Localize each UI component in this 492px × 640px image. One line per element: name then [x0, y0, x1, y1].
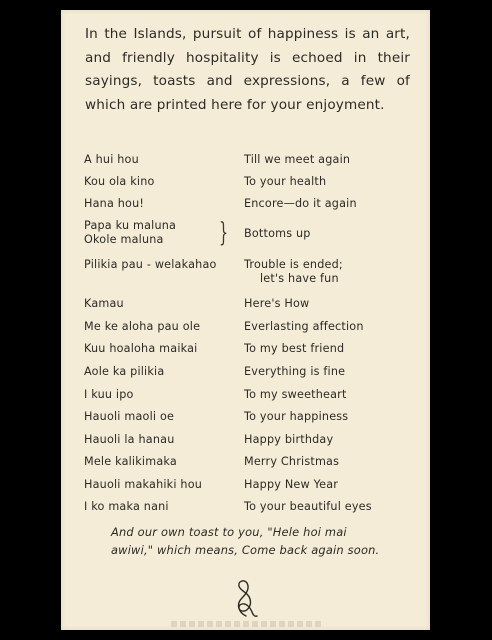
english-translation: Everything is fine: [244, 365, 346, 378]
english-translation: Happy birthday: [244, 433, 334, 446]
english-translation: Everlasting affection: [244, 320, 364, 333]
hawaiian-phrase: A hui hou: [84, 153, 139, 166]
english-translation: Merry Christmas: [244, 455, 340, 468]
english-translation-line: let's have fun: [260, 272, 339, 285]
english-translation: Here's How: [244, 297, 310, 310]
english-translation-line: Trouble is ended;: [244, 258, 343, 271]
english-translation: To your health: [244, 175, 327, 188]
menu-card: [61, 10, 430, 630]
hawaiian-phrase: I ko maka nani: [84, 500, 169, 513]
list-item: [61, 219, 430, 249]
english-translation: [244, 258, 414, 286]
hawaiian-phrase: Hauoli makahiki hou: [84, 478, 203, 491]
hawaiian-phrase: Pilikia pau - welakahao: [84, 258, 217, 271]
closing-toast: [111, 524, 416, 559]
hawaiian-phrase: Hauoli la hanau: [84, 433, 175, 446]
hawaiian-phrase: [84, 219, 234, 247]
hawaiian-phrase: I kuu ipo: [84, 388, 134, 401]
english-translation: To my best friend: [244, 342, 345, 355]
faded-footer-print: [171, 621, 321, 627]
english-translation: To your happiness: [244, 410, 349, 423]
decorative-flourish-icon: [228, 578, 262, 620]
hawaiian-phrase-line: Okole maluna: [84, 233, 164, 246]
english-translation: Till we meet again: [244, 153, 351, 166]
english-translation: Encore—do it again: [244, 197, 357, 210]
english-translation: Happy New Year: [244, 478, 339, 491]
english-translation: To my sweetheart: [244, 388, 347, 401]
hawaiian-phrase-line: Papa ku maluna: [84, 219, 177, 232]
hawaiian-phrase: Aole ka pilikia: [84, 365, 165, 378]
hawaiian-phrase: Kamau: [84, 297, 124, 310]
hawaiian-phrase: Hauoli maoli oe: [84, 410, 175, 423]
hawaiian-phrase: Me ke aloha pau ole: [84, 320, 201, 333]
brace-icon: }: [219, 218, 229, 248]
intro-paragraph: In the Islands, pursuit of happiness is an art, and friendly hospitality is echoed in their sayings, toasts and expressions, a few of which are printed here for your enjoyment.: [85, 26, 410, 113]
closing-line: And our own toast to you, "Hele hoi mai: [111, 525, 347, 539]
hawaiian-phrase: Hana hou!: [84, 197, 145, 210]
hawaiian-phrase: Kou ola kino: [84, 175, 155, 188]
english-translation: Bottoms up: [244, 227, 311, 240]
hawaiian-phrase: Mele kalikimaka: [84, 455, 177, 468]
english-translation: To your beautiful eyes: [244, 500, 372, 513]
list-item: [61, 258, 430, 288]
closing-line: awiwi," which means, Come back again soon.: [111, 542, 380, 557]
hawaiian-phrase: Kuu hoaloha maikai: [84, 342, 198, 355]
